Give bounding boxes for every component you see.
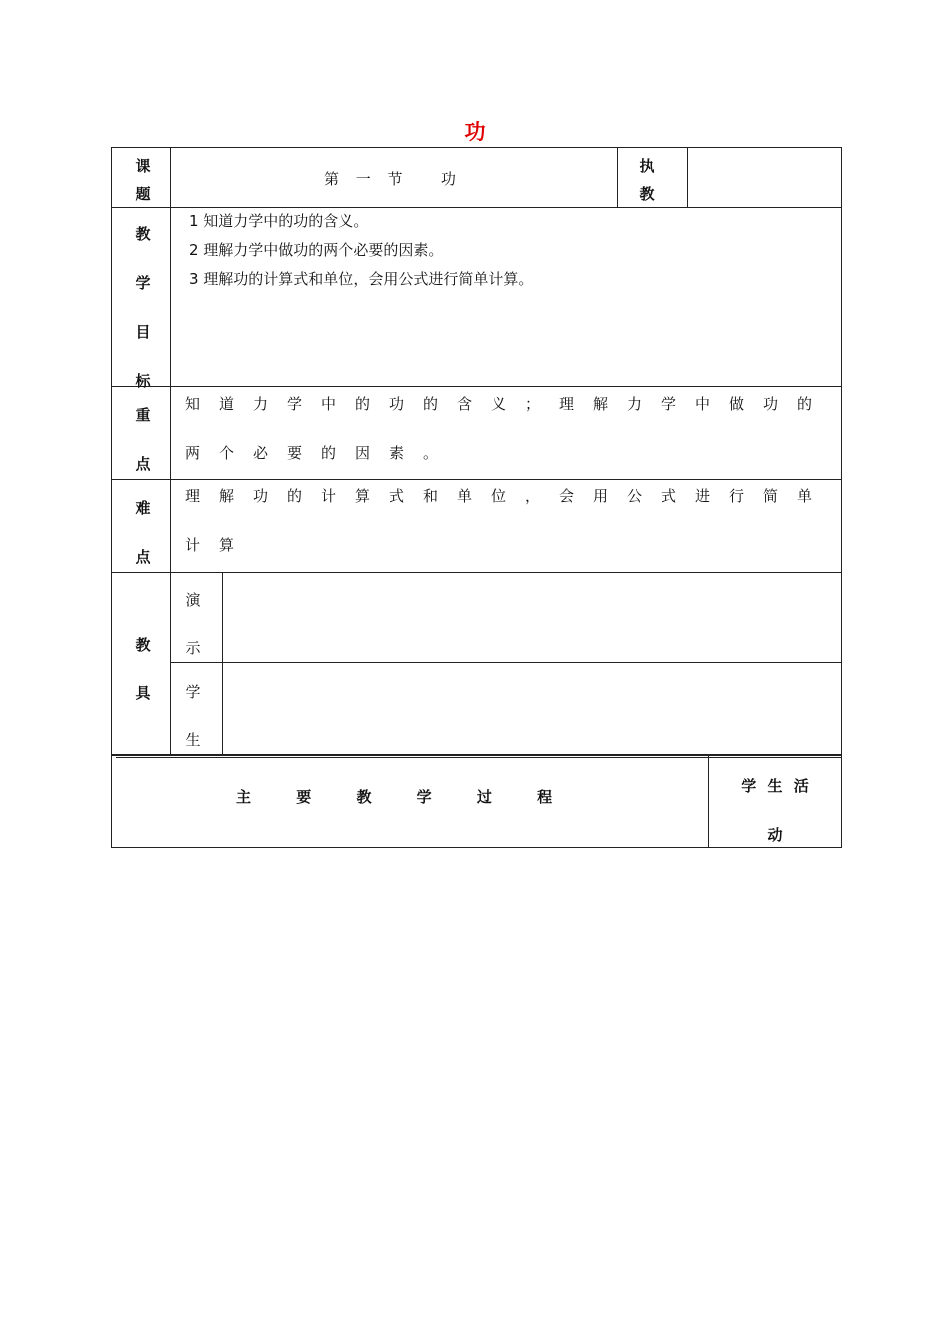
teaching-aids-label: 教 具 bbox=[135, 636, 151, 702]
row-divider bbox=[116, 757, 842, 758]
objective-item: 1 知道力学中的功的含义。 bbox=[189, 212, 369, 230]
demo-label: 演 示 bbox=[185, 591, 201, 657]
row-divider bbox=[111, 207, 842, 208]
subject-value: 第 一 节 功 bbox=[324, 170, 462, 188]
student-activity-label: 学 生 活 动 bbox=[741, 777, 809, 844]
column-divider bbox=[687, 147, 688, 207]
objective-item: 2 理解力学中做功的两个必要的因素。 bbox=[189, 241, 444, 259]
column-divider bbox=[222, 572, 223, 755]
key-points-line: 知道力学中的功的含义；理解力学中做功的 bbox=[185, 395, 832, 413]
key-points-line: 两个必要的因素。 bbox=[185, 444, 458, 462]
key-points-label: 重 点 bbox=[135, 406, 151, 473]
objectives-label: 教 学 目 标 bbox=[135, 225, 151, 390]
difficulties-line: 理解功的计算式和单位，会用公式进行简单 bbox=[185, 487, 832, 505]
column-divider bbox=[170, 147, 171, 755]
column-divider bbox=[617, 147, 618, 207]
teacher-label: 执 教 bbox=[639, 157, 655, 203]
row-divider bbox=[111, 479, 842, 480]
objective-item: 3 理解功的计算式和单位，会用公式进行简单计算。 bbox=[189, 270, 534, 288]
difficulties-label: 难 点 bbox=[135, 499, 151, 566]
row-divider bbox=[171, 662, 842, 663]
column-divider bbox=[708, 755, 709, 848]
row-divider bbox=[111, 386, 842, 387]
process-main-label: 主 要 教 学 过 程 bbox=[236, 788, 553, 806]
difficulties-line: 计算 bbox=[185, 536, 254, 554]
student-label: 学 生 bbox=[185, 683, 201, 749]
row-divider bbox=[111, 572, 842, 573]
subject-label: 课 题 bbox=[135, 157, 151, 203]
page-title: 功 bbox=[464, 120, 486, 144]
